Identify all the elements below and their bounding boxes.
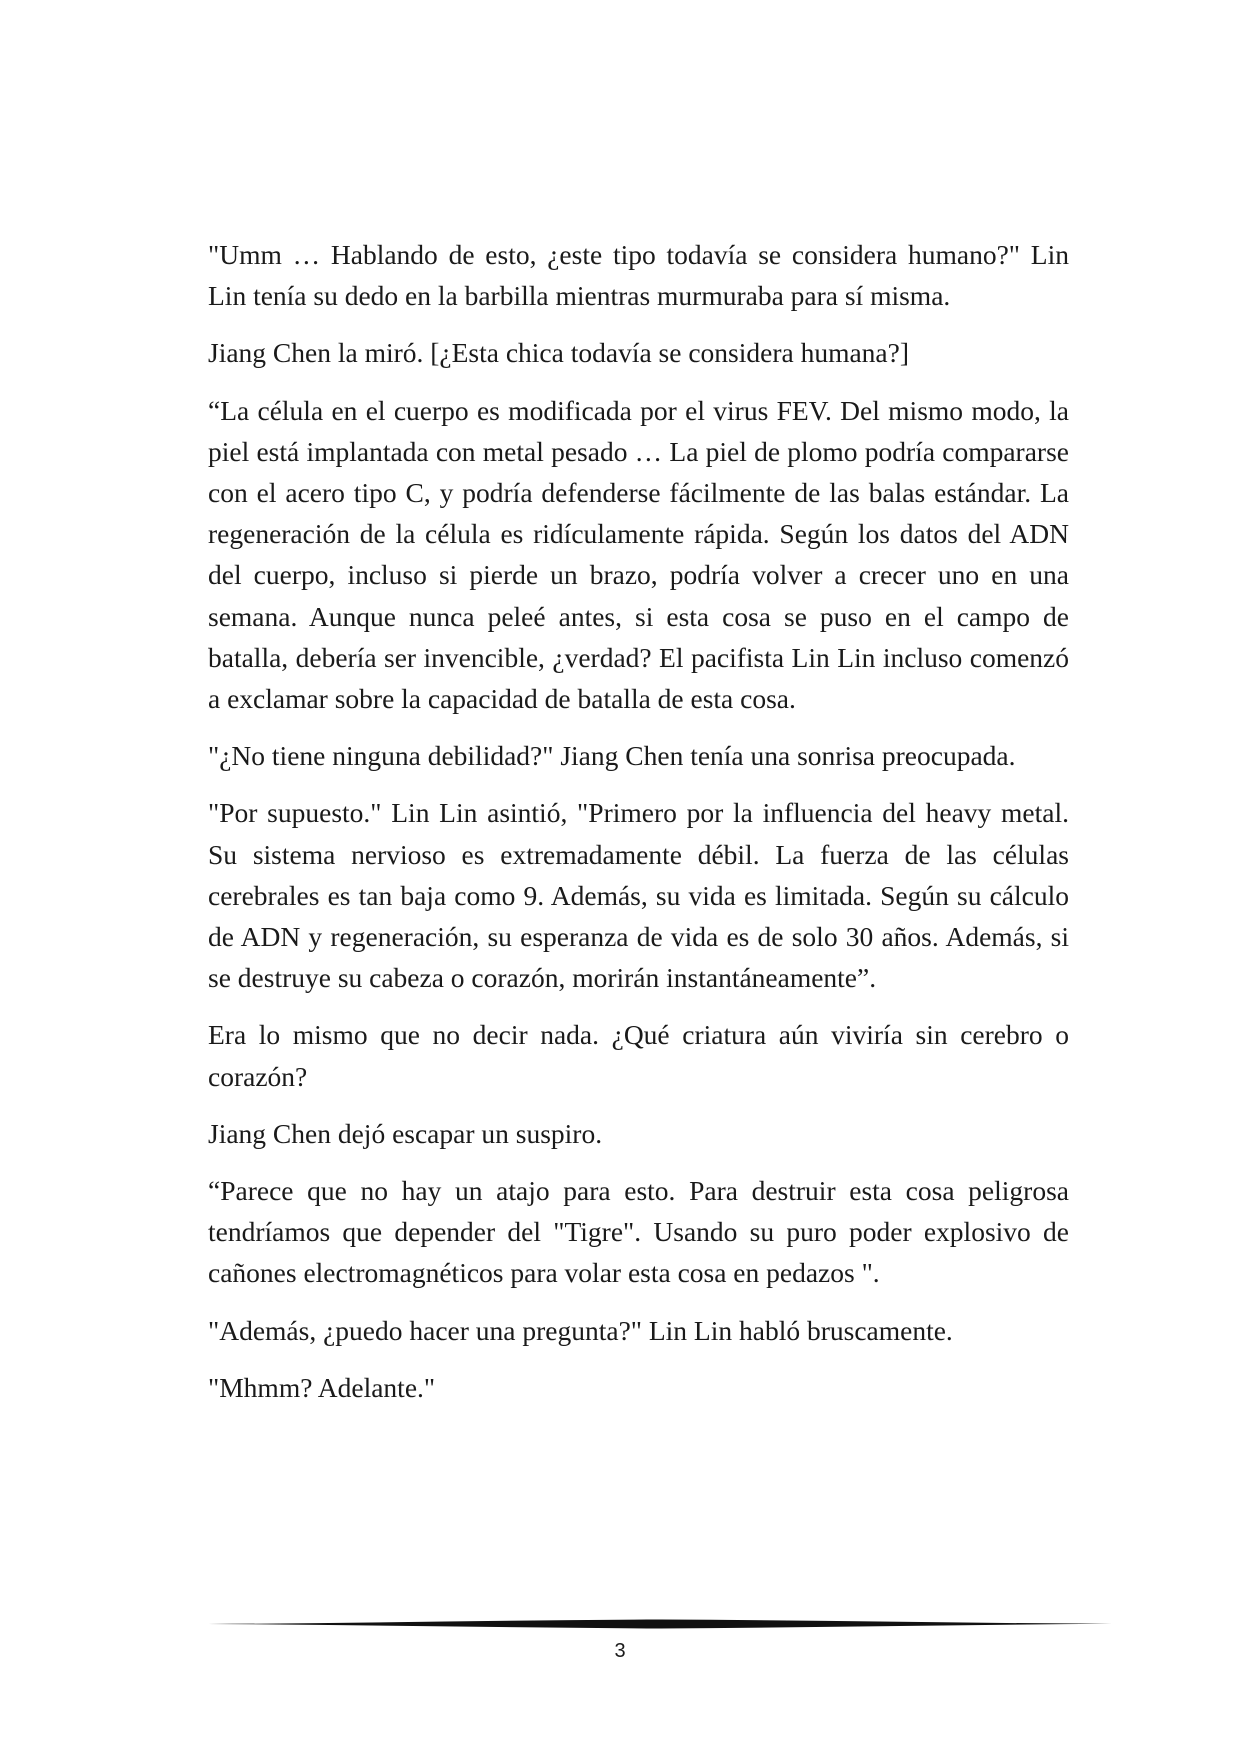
paragraph-5: "Por supuesto." Lin Lin asintió, "Primero por la influencia del heavy metal. Su sistema nervioso es extremadamente débil. La fuerza de las células cerebrales es tan baja como 9. Además, su vida es limitada. Según su cálculo de ADN y regeneración, su esperanza de vida es de solo 30 años. Además, si se destruye su cabeza o corazón, morirán instantáneamente”. xyxy=(208,797,1069,994)
paragraph-7: Jiang Chen dejó escapar un suspiro. xyxy=(208,1117,603,1149)
paragraph-8: “Parece que no hay un atajo para esto. Para destruir esta cosa peligrosa tendríamos que depender del "Tigre". Usando su puro poder explosivo de cañones electromagnéticos para volar esta cosa en pedazos ". xyxy=(208,1175,1069,1289)
paragraph-1: "Umm … Hablando de esto, ¿este tipo todavía se considera humano?" Lin Lin tenía su dedo en la barbilla mientras murmuraba para sí misma. xyxy=(208,239,1069,312)
page-number: 3 xyxy=(614,1640,626,1662)
paragraph-2: Jiang Chen la miró. [¿Esta chica todavía se considera humana?] xyxy=(208,337,909,369)
paragraph-10: "Mhmm? Adelante." xyxy=(208,1371,436,1403)
paragraph-6: Era lo mismo que no decir nada. ¿Qué criatura aún viviría sin cerebro o corazón? xyxy=(208,1019,1069,1092)
footer-divider xyxy=(208,1618,1112,1630)
paragraph-4: "¿No tiene ninguna debilidad?" Jiang Chen tenía una sonrisa preocupada. xyxy=(208,740,1016,772)
paragraph-9: "Además, ¿puedo hacer una pregunta?" Lin Lin habló bruscamente. xyxy=(208,1314,953,1346)
paragraph-3: “La célula en el cuerpo es modificada por el virus FEV. Del mismo modo, la piel está implantada con metal pesado … La piel de plomo podría compararse con el acero tipo C, y podría defenderse fácilmente de las balas estándar. La regeneración de la célula es ridículamente rápida. Según los datos del ADN del cuerpo, incluso si pierde un brazo, podría volver a crecer uno en una semana. Aunque nunca peleé antes, si esta cosa se puso en el campo de batalla, debería ser invencible, ¿verdad? El pacifista Lin Lin incluso comenzó a exclamar sobre la capacidad de batalla de esta cosa. xyxy=(208,394,1069,715)
document-body xyxy=(208,234,1069,1424)
